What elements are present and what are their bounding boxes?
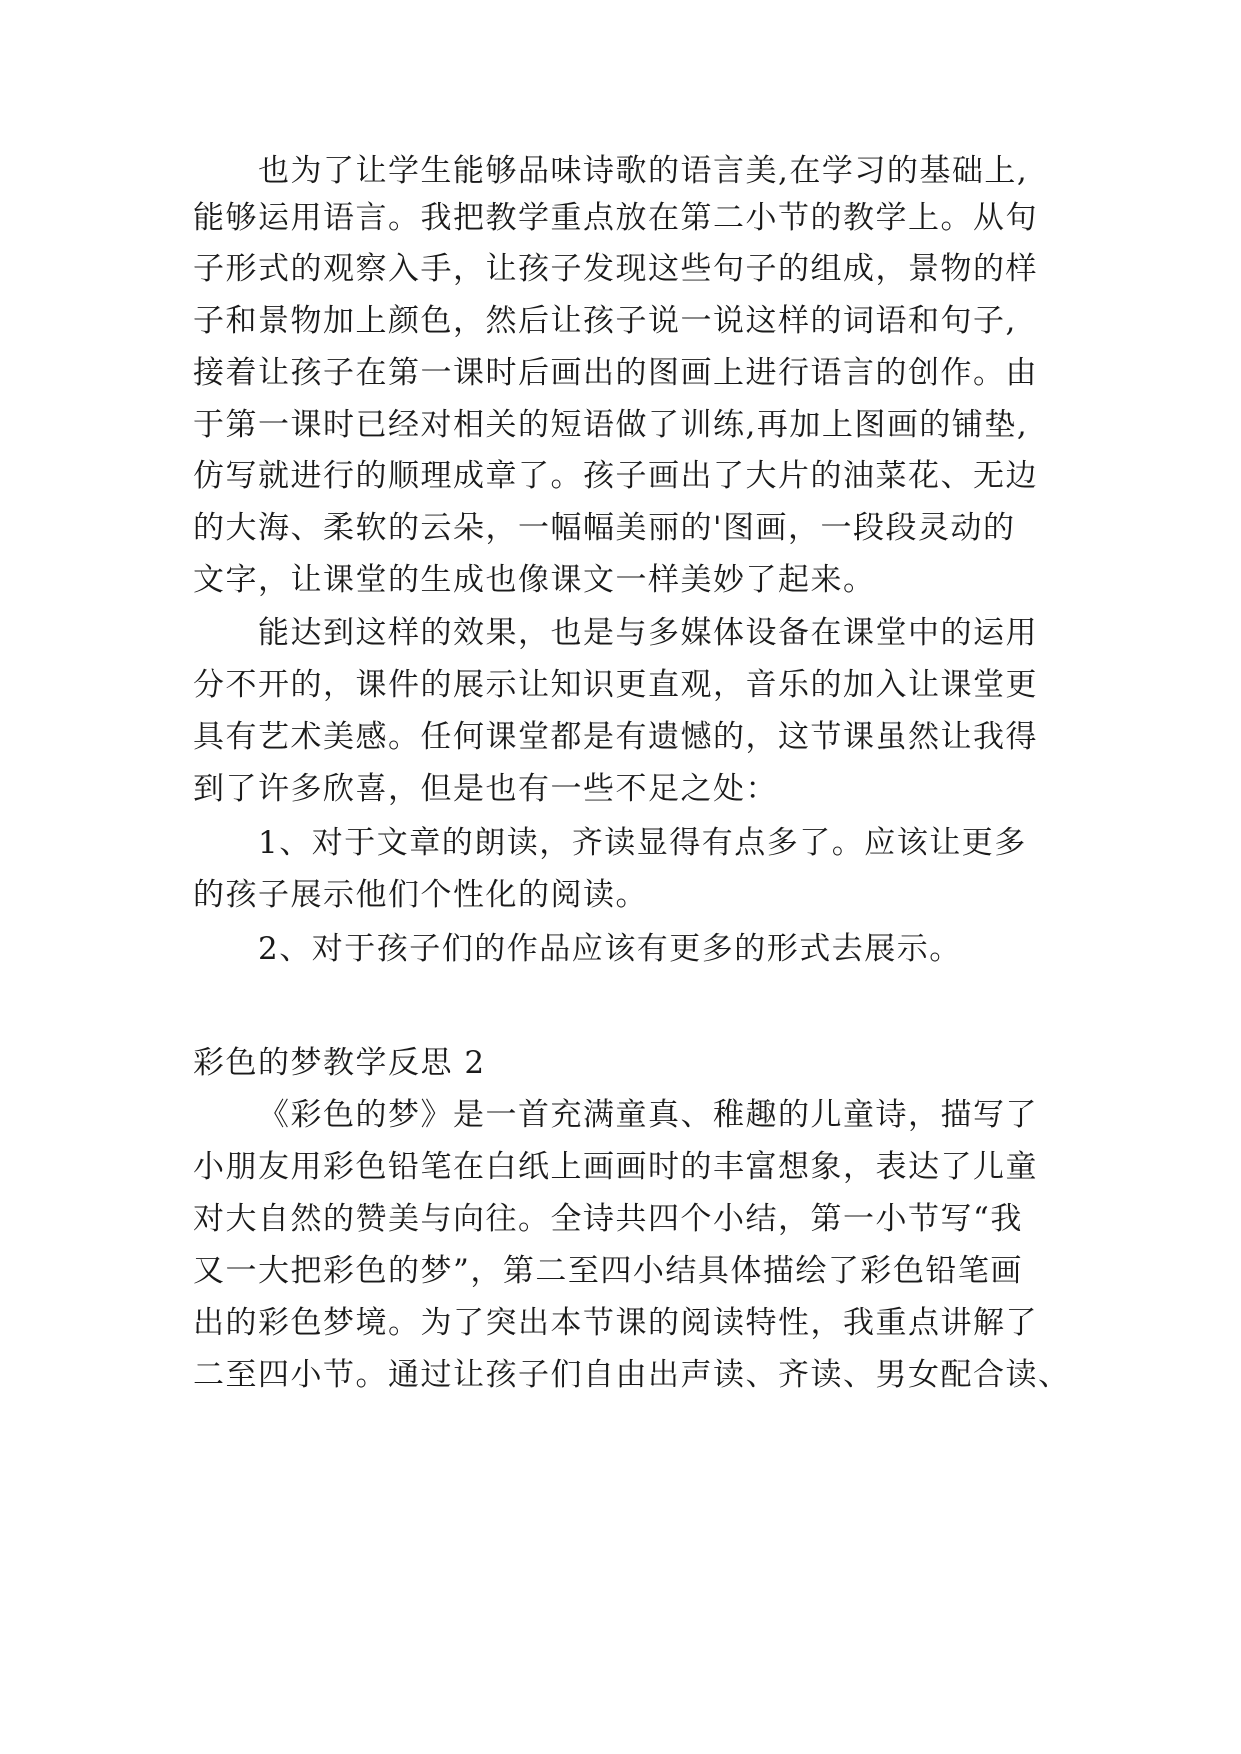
text-line: 二至四小节。通过让孩子们自由出声读、齐读、男女配合读、 <box>193 1357 1071 1393</box>
list-item: 2、对于孩子们的作品应该有更多的形式去展示。 <box>258 931 962 967</box>
text-line: 出的彩色梦境。为了突出本节课的阅读特性，我重点讲解了 <box>193 1305 1038 1341</box>
text-line: 的孩子展示他们个性化的阅读。 <box>193 877 648 913</box>
text-line: 接着让孩子在第一课时后画出的图画上进行语言的创作。由 <box>193 355 1038 391</box>
text-line: 又一大把彩色的梦”，第二至四小结具体描绘了彩色铅笔画 <box>193 1253 1023 1289</box>
text-line: 仿写就进行的顺理成章了。孩子画出了大片的油菜花、无边 <box>193 458 1038 494</box>
list-item: 1、对于文章的朗读，齐读显得有点多了。应该让更多 <box>258 825 1027 861</box>
text-line: 具有艺术美感。任何课堂都是有遗憾的，这节课虽然让我得 <box>193 719 1038 755</box>
text-line: 能够运用语言。我把教学重点放在第二小节的教学上。从句 <box>193 200 1038 236</box>
text-line: 分不开的，课件的展示让知识更直观，音乐的加入让课堂更 <box>193 667 1038 703</box>
text-line: 小朋友用彩色铅笔在白纸上画画时的丰富想象，表达了儿童 <box>193 1149 1038 1185</box>
text-line: 子形式的观察入手，让孩子发现这些句子的组成，景物的样 <box>193 251 1038 287</box>
section-heading: 彩色的梦教学反思 2 <box>193 1045 486 1081</box>
text-line: 文字，让课堂的生成也像课文一样美妙了起来。 <box>193 562 876 598</box>
text-line: 到了许多欣喜，但是也有一些不足之处： <box>193 771 778 807</box>
text-line: 子和景物加上颜色，然后让孩子说一说这样的词语和句子, <box>193 303 1017 339</box>
text-line: 《彩色的梦》是一首充满童真、稚趣的儿童诗，描写了 <box>258 1097 1038 1133</box>
text-line: 对大自然的赞美与向往。全诗共四个小结，第一小节写“我 <box>193 1201 1023 1237</box>
text-line: 也为了让学生能够品味诗歌的语言美,在学习的基础上, <box>258 153 1029 189</box>
text-line: 的大海、柔软的云朵，一幅幅美丽的'图画，一段段灵动的 <box>193 510 1016 546</box>
text-line: 能达到这样的效果，也是与多媒体设备在课堂中的运用 <box>258 615 1038 651</box>
text-line: 于第一课时已经对相关的短语做了训练,再加上图画的铺垫, <box>193 407 1029 443</box>
